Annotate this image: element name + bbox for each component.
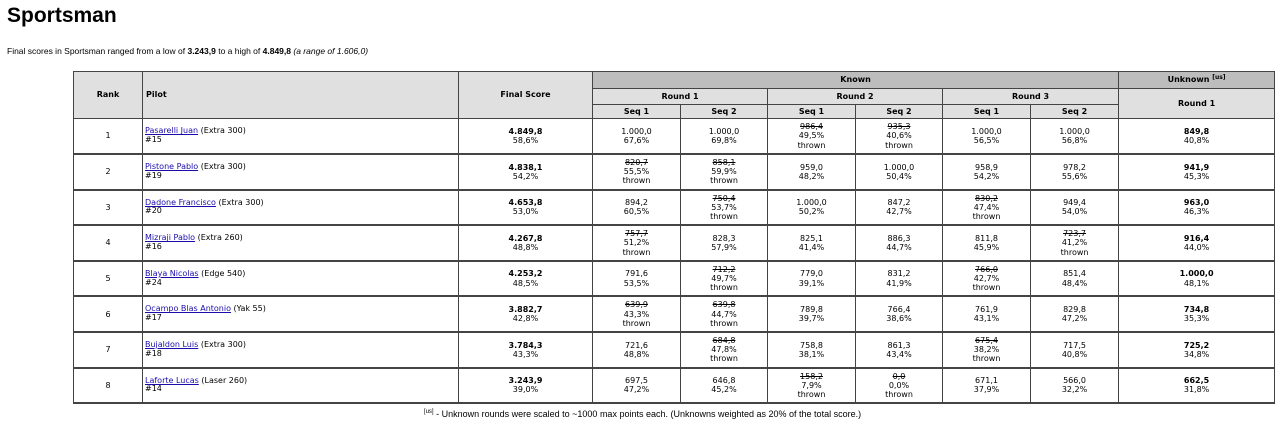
sequence-score-cell	[1031, 296, 1119, 332]
unknown-score-cell	[1119, 119, 1275, 155]
table-row	[74, 154, 1275, 190]
pilot-cell	[143, 190, 459, 226]
unknown-percent: 44,0%	[1183, 243, 1210, 253]
sequence-score-cell	[943, 332, 1031, 368]
unknown-header-tag: [us]	[1212, 74, 1226, 82]
table-row	[74, 368, 1275, 404]
sequence-score: 978,2	[1063, 162, 1086, 172]
sequence-score-cell	[593, 225, 681, 261]
sequence-percent: 49,5%	[798, 131, 825, 141]
sequence-percent: 48,4%	[1061, 278, 1088, 288]
sequence-percent: 57,9%	[711, 243, 737, 253]
sequence-score: 675,4	[975, 336, 998, 346]
sequence-percent: 7,9%	[801, 380, 822, 390]
sequence-score-cell	[856, 154, 943, 190]
sequence-percent: 32,2%	[1061, 385, 1088, 395]
unknown-score-cell	[1119, 368, 1275, 404]
sequence-percent: 41,4%	[798, 243, 825, 253]
sequence-score-cell	[943, 261, 1031, 297]
sequence-score: 847,2	[887, 198, 911, 208]
results-table	[73, 71, 1275, 404]
pilot-aircraft: (Laser 260)	[201, 375, 248, 385]
sequence-percent: 49,7%	[711, 274, 737, 284]
round2-header: Round 2	[768, 89, 943, 105]
pilot-cell	[143, 119, 459, 155]
sequence-percent: 56,5%	[973, 136, 1000, 146]
sequence-score-cell	[856, 119, 943, 155]
round2-seq2-header: Seq 2	[856, 105, 943, 119]
table-row	[74, 261, 1275, 297]
pilot-aircraft: (Extra 300)	[200, 340, 246, 350]
sequence-score-cell	[1031, 154, 1119, 190]
final-score-cell	[459, 332, 593, 368]
thrown-label: thrown	[622, 318, 651, 328]
sequence-score: 886,3	[887, 233, 911, 243]
rank-cell: 7	[74, 332, 143, 368]
table-row	[74, 332, 1275, 368]
thrown-label: thrown	[710, 176, 738, 186]
final-score-value: 4.253,2	[508, 269, 543, 279]
final-score-value: 4.849,8	[508, 126, 543, 136]
pilot-number: #16	[145, 242, 162, 252]
pilot-cell	[143, 261, 459, 297]
thrown-label: thrown	[972, 283, 1001, 293]
sequence-percent: 67,6%	[623, 136, 650, 146]
final-score-header: Final Score	[459, 72, 593, 119]
unknown-percent: 48,1%	[1183, 278, 1210, 288]
sequence-score: 986,4	[800, 122, 823, 132]
pilot-link[interactable]: Dadone Francisco	[145, 197, 216, 207]
pilot-cell	[143, 332, 459, 368]
sequence-percent: 47,4%	[973, 202, 1000, 212]
sequence-score-cell	[856, 332, 943, 368]
thrown-label: thrown	[622, 247, 651, 257]
final-score-value: 3.784,3	[508, 340, 543, 350]
sequence-score-cell	[593, 296, 681, 332]
page-title: Sportsman	[7, 4, 117, 27]
sequence-percent: 43,4%	[886, 349, 912, 359]
thrown-label: thrown	[710, 318, 738, 328]
thrown-label: thrown	[710, 354, 738, 364]
pilot-cell	[143, 154, 459, 190]
unknown-percent: 35,3%	[1183, 314, 1210, 324]
sequence-percent: 39,7%	[798, 314, 825, 324]
sequence-score: 1.000,0	[796, 198, 827, 208]
final-score-cell	[459, 154, 593, 190]
sequence-percent: 53,7%	[711, 202, 737, 212]
sequence-score-cell	[681, 154, 768, 190]
table-row	[74, 190, 1275, 226]
sequence-percent: 45,2%	[711, 385, 737, 395]
sequence-score-cell	[681, 368, 768, 404]
pilot-number: #20	[145, 206, 162, 216]
sequence-percent: 38,2%	[973, 345, 1000, 355]
rank-cell: 4	[74, 225, 143, 261]
sequence-score-cell	[681, 225, 768, 261]
sequence-score: 766,0	[975, 264, 998, 274]
sequence-percent: 44,7%	[886, 243, 912, 253]
sequence-score-cell	[768, 296, 856, 332]
thrown-label: thrown	[797, 390, 826, 400]
final-score-percent: 39,0%	[512, 385, 539, 395]
sequence-score-cell	[681, 332, 768, 368]
final-score-value: 3.243,9	[508, 376, 543, 386]
sequence-score: 861,3	[887, 340, 911, 350]
sequence-score-cell	[768, 190, 856, 226]
sequence-percent: 45,9%	[973, 243, 1000, 253]
sequence-score: 0,0	[892, 371, 906, 381]
pilot-aircraft: (Yak 55)	[233, 304, 266, 314]
pilot-cell	[143, 368, 459, 404]
sequence-score: 1.000,0	[1059, 126, 1090, 136]
sequence-score-cell	[768, 119, 856, 155]
unknown-score-cell	[1119, 261, 1275, 297]
sequence-score: 828,3	[712, 233, 736, 243]
sequence-percent: 37,9%	[973, 385, 1000, 395]
sequence-score-cell	[593, 119, 681, 155]
table-row	[74, 296, 1275, 332]
rank-cell: 3	[74, 190, 143, 226]
sequence-score: 935,3	[887, 122, 911, 132]
final-score-percent: 58,6%	[512, 136, 539, 146]
sequence-percent: 54,2%	[973, 171, 1000, 181]
unknown-percent: 46,3%	[1183, 207, 1210, 217]
pilot-number: #17	[145, 313, 162, 323]
unknown-score: 725,2	[1183, 340, 1210, 350]
sequence-score-cell	[1031, 368, 1119, 404]
footnote-tag: [us]	[423, 409, 434, 415]
sequence-score: 829,8	[1063, 305, 1086, 315]
sequence-percent: 43,3%	[623, 309, 650, 319]
table-row	[74, 225, 1275, 261]
sequence-score-cell	[1031, 190, 1119, 226]
sequence-score: 1.000,0	[883, 162, 915, 172]
final-score-cell	[459, 119, 593, 155]
unknown-score: 1.000,0	[1179, 269, 1214, 279]
thrown-label: thrown	[885, 390, 913, 400]
pilot-number: #14	[145, 384, 162, 394]
unknown-score: 941,9	[1183, 162, 1210, 172]
sequence-score-cell	[681, 119, 768, 155]
sequence-score-cell	[943, 154, 1031, 190]
sequence-percent: 42,7%	[973, 274, 1000, 284]
sequence-score: 820,7	[625, 158, 648, 168]
sequence-percent: 41,9%	[886, 278, 912, 288]
unknown-score: 734,8	[1183, 305, 1210, 315]
results-body	[74, 119, 1275, 404]
final-score-percent: 42,8%	[512, 314, 539, 324]
pilot-number: #19	[145, 170, 162, 180]
sequence-score-cell	[943, 190, 1031, 226]
sequence-score: 958,9	[975, 162, 998, 172]
sequence-score: 831,2	[887, 269, 911, 279]
sequence-percent: 53,5%	[623, 278, 650, 288]
sequence-percent: 69,8%	[711, 136, 737, 146]
pilot-cell	[143, 296, 459, 332]
sequence-score-cell	[856, 296, 943, 332]
round1-header: Round 1	[593, 89, 768, 105]
unknown-percent: 31,8%	[1183, 385, 1210, 395]
sequence-percent: 50,2%	[798, 207, 825, 217]
sequence-percent: 42,7%	[886, 207, 912, 217]
sequence-percent: 48,2%	[798, 171, 825, 181]
pilot-link[interactable]: Bujaldon Luis	[145, 340, 199, 350]
sequence-score: 1.000,0	[971, 126, 1002, 136]
final-score-cell	[459, 296, 593, 332]
sequence-score: 1.000,0	[708, 126, 740, 136]
sequence-percent: 40,6%	[886, 131, 912, 141]
sequence-score: 851,4	[1063, 269, 1086, 279]
pilot-aircraft: (Extra 300)	[200, 162, 246, 172]
thrown-label: thrown	[972, 354, 1001, 364]
thrown-label: thrown	[885, 140, 913, 150]
sequence-percent: 59,9%	[711, 167, 737, 177]
sequence-percent: 55,6%	[1061, 171, 1088, 181]
sequence-percent: 38,6%	[886, 314, 912, 324]
thrown-label: thrown	[710, 283, 738, 293]
pilot-number: #24	[145, 277, 162, 287]
pilot-aircraft: (Extra 300)	[200, 126, 246, 136]
sequence-score-cell	[593, 190, 681, 226]
pilot-aircraft: (Extra 260)	[197, 233, 243, 243]
unknown-header	[1119, 72, 1275, 89]
sequence-score-cell	[768, 154, 856, 190]
sequence-percent: 56,8%	[1061, 136, 1088, 146]
sequence-score: 830,2	[975, 193, 998, 203]
pilot-aircraft: (Extra 300)	[218, 197, 264, 207]
sequence-percent: 60,5%	[623, 207, 650, 217]
sequence-percent: 41,2%	[1061, 238, 1088, 248]
sequence-score-cell	[681, 296, 768, 332]
sequence-score-cell	[856, 261, 943, 297]
final-score-percent: 43,3%	[512, 349, 539, 359]
sequence-score: 779,0	[800, 269, 823, 279]
final-score-value: 3.882,7	[508, 305, 543, 315]
sequence-score-cell	[681, 261, 768, 297]
sequence-score-cell	[1031, 332, 1119, 368]
sequence-score-cell	[856, 190, 943, 226]
sequence-score: 712,2	[712, 264, 736, 274]
sequence-score-cell	[593, 154, 681, 190]
summary-high-score: 4.849,8	[262, 46, 292, 56]
sequence-score-cell	[681, 190, 768, 226]
unknown-percent: 45,3%	[1183, 171, 1210, 181]
thrown-label: thrown	[622, 176, 651, 186]
pilot-aircraft: (Edge 540)	[201, 268, 246, 278]
pilot-number: #15	[145, 135, 162, 145]
sequence-percent: 51,2%	[623, 238, 650, 248]
sequence-score: 791,6	[625, 269, 648, 279]
final-score-percent: 48,8%	[512, 243, 539, 253]
pilot-link[interactable]: Pistone Pablo	[145, 162, 199, 172]
round2-seq1-header: Seq 1	[768, 105, 856, 119]
rank-cell: 2	[74, 154, 143, 190]
sequence-score: 858,1	[712, 158, 736, 168]
sequence-score: 639,9	[625, 300, 648, 310]
round3-seq2-header: Seq 2	[1031, 105, 1119, 119]
final-score-percent: 48,5%	[512, 278, 539, 288]
unknown-round1-header: Round 1	[1119, 89, 1275, 119]
sequence-score-cell	[1031, 225, 1119, 261]
sequence-score-cell	[768, 332, 856, 368]
table-row	[74, 119, 1275, 155]
sequence-percent: 0,0%	[888, 380, 910, 390]
sequence-score-cell	[943, 368, 1031, 404]
unknown-header-label: Unknown	[1167, 75, 1210, 85]
sequence-percent: 43,1%	[973, 314, 1000, 324]
sequence-score-cell	[768, 225, 856, 261]
sequence-score: 959,0	[800, 162, 823, 172]
final-score-cell	[459, 368, 593, 404]
thrown-label: thrown	[972, 212, 1001, 222]
summary-middle: to a high of	[215, 46, 263, 56]
sequence-score: 1.000,0	[621, 126, 652, 136]
sequence-percent: 54,0%	[1061, 207, 1088, 217]
pilot-link[interactable]: Laforte Lucas	[145, 375, 199, 385]
final-score-value: 4.267,8	[508, 233, 543, 243]
sequence-score-cell	[943, 119, 1031, 155]
summary-prefix: Final scores in Sportsman ranged from a low of	[7, 46, 188, 56]
thrown-label: thrown	[797, 140, 826, 150]
sequence-score: 646,8	[712, 376, 736, 386]
rank-cell: 1	[74, 119, 143, 155]
sequence-score: 723,7	[1063, 229, 1086, 239]
unknown-score: 963,0	[1183, 198, 1210, 208]
pilot-link[interactable]: Ocampo Blas Antonio	[145, 304, 231, 314]
final-score-cell	[459, 190, 593, 226]
unknown-score-cell	[1119, 154, 1275, 190]
rank-header: Rank	[74, 72, 143, 119]
sequence-score: 825,1	[800, 233, 823, 243]
sequence-percent: 38,1%	[798, 349, 825, 359]
known-header: Known	[593, 72, 1119, 89]
sequence-score: 757,7	[625, 229, 648, 239]
sequence-score: 750,4	[712, 193, 736, 203]
rank-cell: 8	[74, 368, 143, 404]
sequence-score: 758,8	[800, 340, 823, 350]
summary-low-score: 3.243,9	[187, 46, 216, 56]
thrown-label: thrown	[1060, 247, 1089, 257]
sequence-score: 639,8	[712, 300, 736, 310]
final-score-cell	[459, 261, 593, 297]
sequence-score-cell	[593, 332, 681, 368]
sequence-score: 811,8	[975, 233, 998, 243]
sequence-score: 566,0	[1063, 376, 1086, 386]
sequence-score: 717,5	[1063, 340, 1086, 350]
sequence-percent: 39,1%	[798, 278, 825, 288]
round1-seq1-header: Seq 1	[593, 105, 681, 119]
sequence-percent: 47,8%	[711, 345, 737, 355]
footnote	[0, 409, 1285, 419]
pilot-number: #18	[145, 348, 162, 358]
round1-seq2-header: Seq 2	[681, 105, 768, 119]
unknown-percent: 34,8%	[1183, 349, 1210, 359]
unknown-score-cell	[1119, 225, 1275, 261]
pilot-link[interactable]: Pasarelli Juan	[145, 126, 199, 136]
pilot-header: Pilot	[143, 72, 459, 119]
sequence-score: 949,4	[1063, 198, 1086, 208]
sequence-percent: 48,8%	[623, 349, 650, 359]
final-score-percent: 54,2%	[512, 171, 539, 181]
unknown-percent: 40,8%	[1183, 136, 1210, 146]
final-score-value: 4.838,1	[508, 162, 543, 172]
pilot-cell	[143, 225, 459, 261]
footnote-text: - Unknown rounds were scaled to ~1000 max points each. (Unknowns weighted as 20% of the total score.)	[433, 409, 862, 419]
sequence-score: 671,1	[975, 376, 998, 386]
sequence-score-cell	[768, 368, 856, 404]
sequence-percent: 47,2%	[1061, 314, 1088, 324]
sequence-score: 789,8	[800, 305, 823, 315]
unknown-score-cell	[1119, 332, 1275, 368]
sequence-percent: 55,5%	[623, 167, 650, 177]
sequence-score-cell	[943, 225, 1031, 261]
final-score-value: 4.653,8	[508, 198, 543, 208]
sequence-score-cell	[1031, 119, 1119, 155]
unknown-score: 662,5	[1183, 376, 1210, 386]
sequence-score-cell	[593, 368, 681, 404]
pilot-link[interactable]: Mizraji Pablo	[145, 233, 196, 243]
sequence-percent: 44,7%	[711, 309, 737, 319]
sequence-score-cell	[768, 261, 856, 297]
sequence-percent: 50,4%	[886, 171, 912, 181]
sequence-score: 766,4	[887, 305, 911, 315]
final-score-cell	[459, 225, 593, 261]
sequence-score-cell	[856, 225, 943, 261]
summary-range: (a range of 1.606,0)	[293, 46, 369, 56]
sequence-score: 761,9	[975, 305, 998, 315]
rank-cell: 5	[74, 261, 143, 297]
sequence-percent: 40,8%	[1061, 349, 1088, 359]
sequence-score-cell	[1031, 261, 1119, 297]
pilot-link[interactable]: Blaya Nicolas	[145, 268, 199, 278]
sequence-score: 684,8	[712, 336, 736, 346]
sequence-score: 697,5	[625, 376, 648, 386]
sequence-score-cell	[943, 296, 1031, 332]
sequence-percent: 47,2%	[623, 385, 650, 395]
sequence-score: 158,2	[800, 371, 823, 381]
unknown-score: 916,4	[1183, 233, 1210, 243]
final-score-percent: 53,0%	[512, 207, 539, 217]
score-summary	[7, 46, 368, 56]
unknown-score-cell	[1119, 296, 1275, 332]
sequence-score: 894,2	[625, 198, 648, 208]
round3-header: Round 3	[943, 89, 1119, 105]
round3-seq1-header: Seq 1	[943, 105, 1031, 119]
sequence-score-cell	[856, 368, 943, 404]
sequence-score: 721,6	[625, 340, 648, 350]
thrown-label: thrown	[710, 212, 738, 222]
sequence-score-cell	[593, 261, 681, 297]
unknown-score: 849,8	[1183, 126, 1210, 136]
rank-cell: 6	[74, 296, 143, 332]
unknown-score-cell	[1119, 190, 1275, 226]
